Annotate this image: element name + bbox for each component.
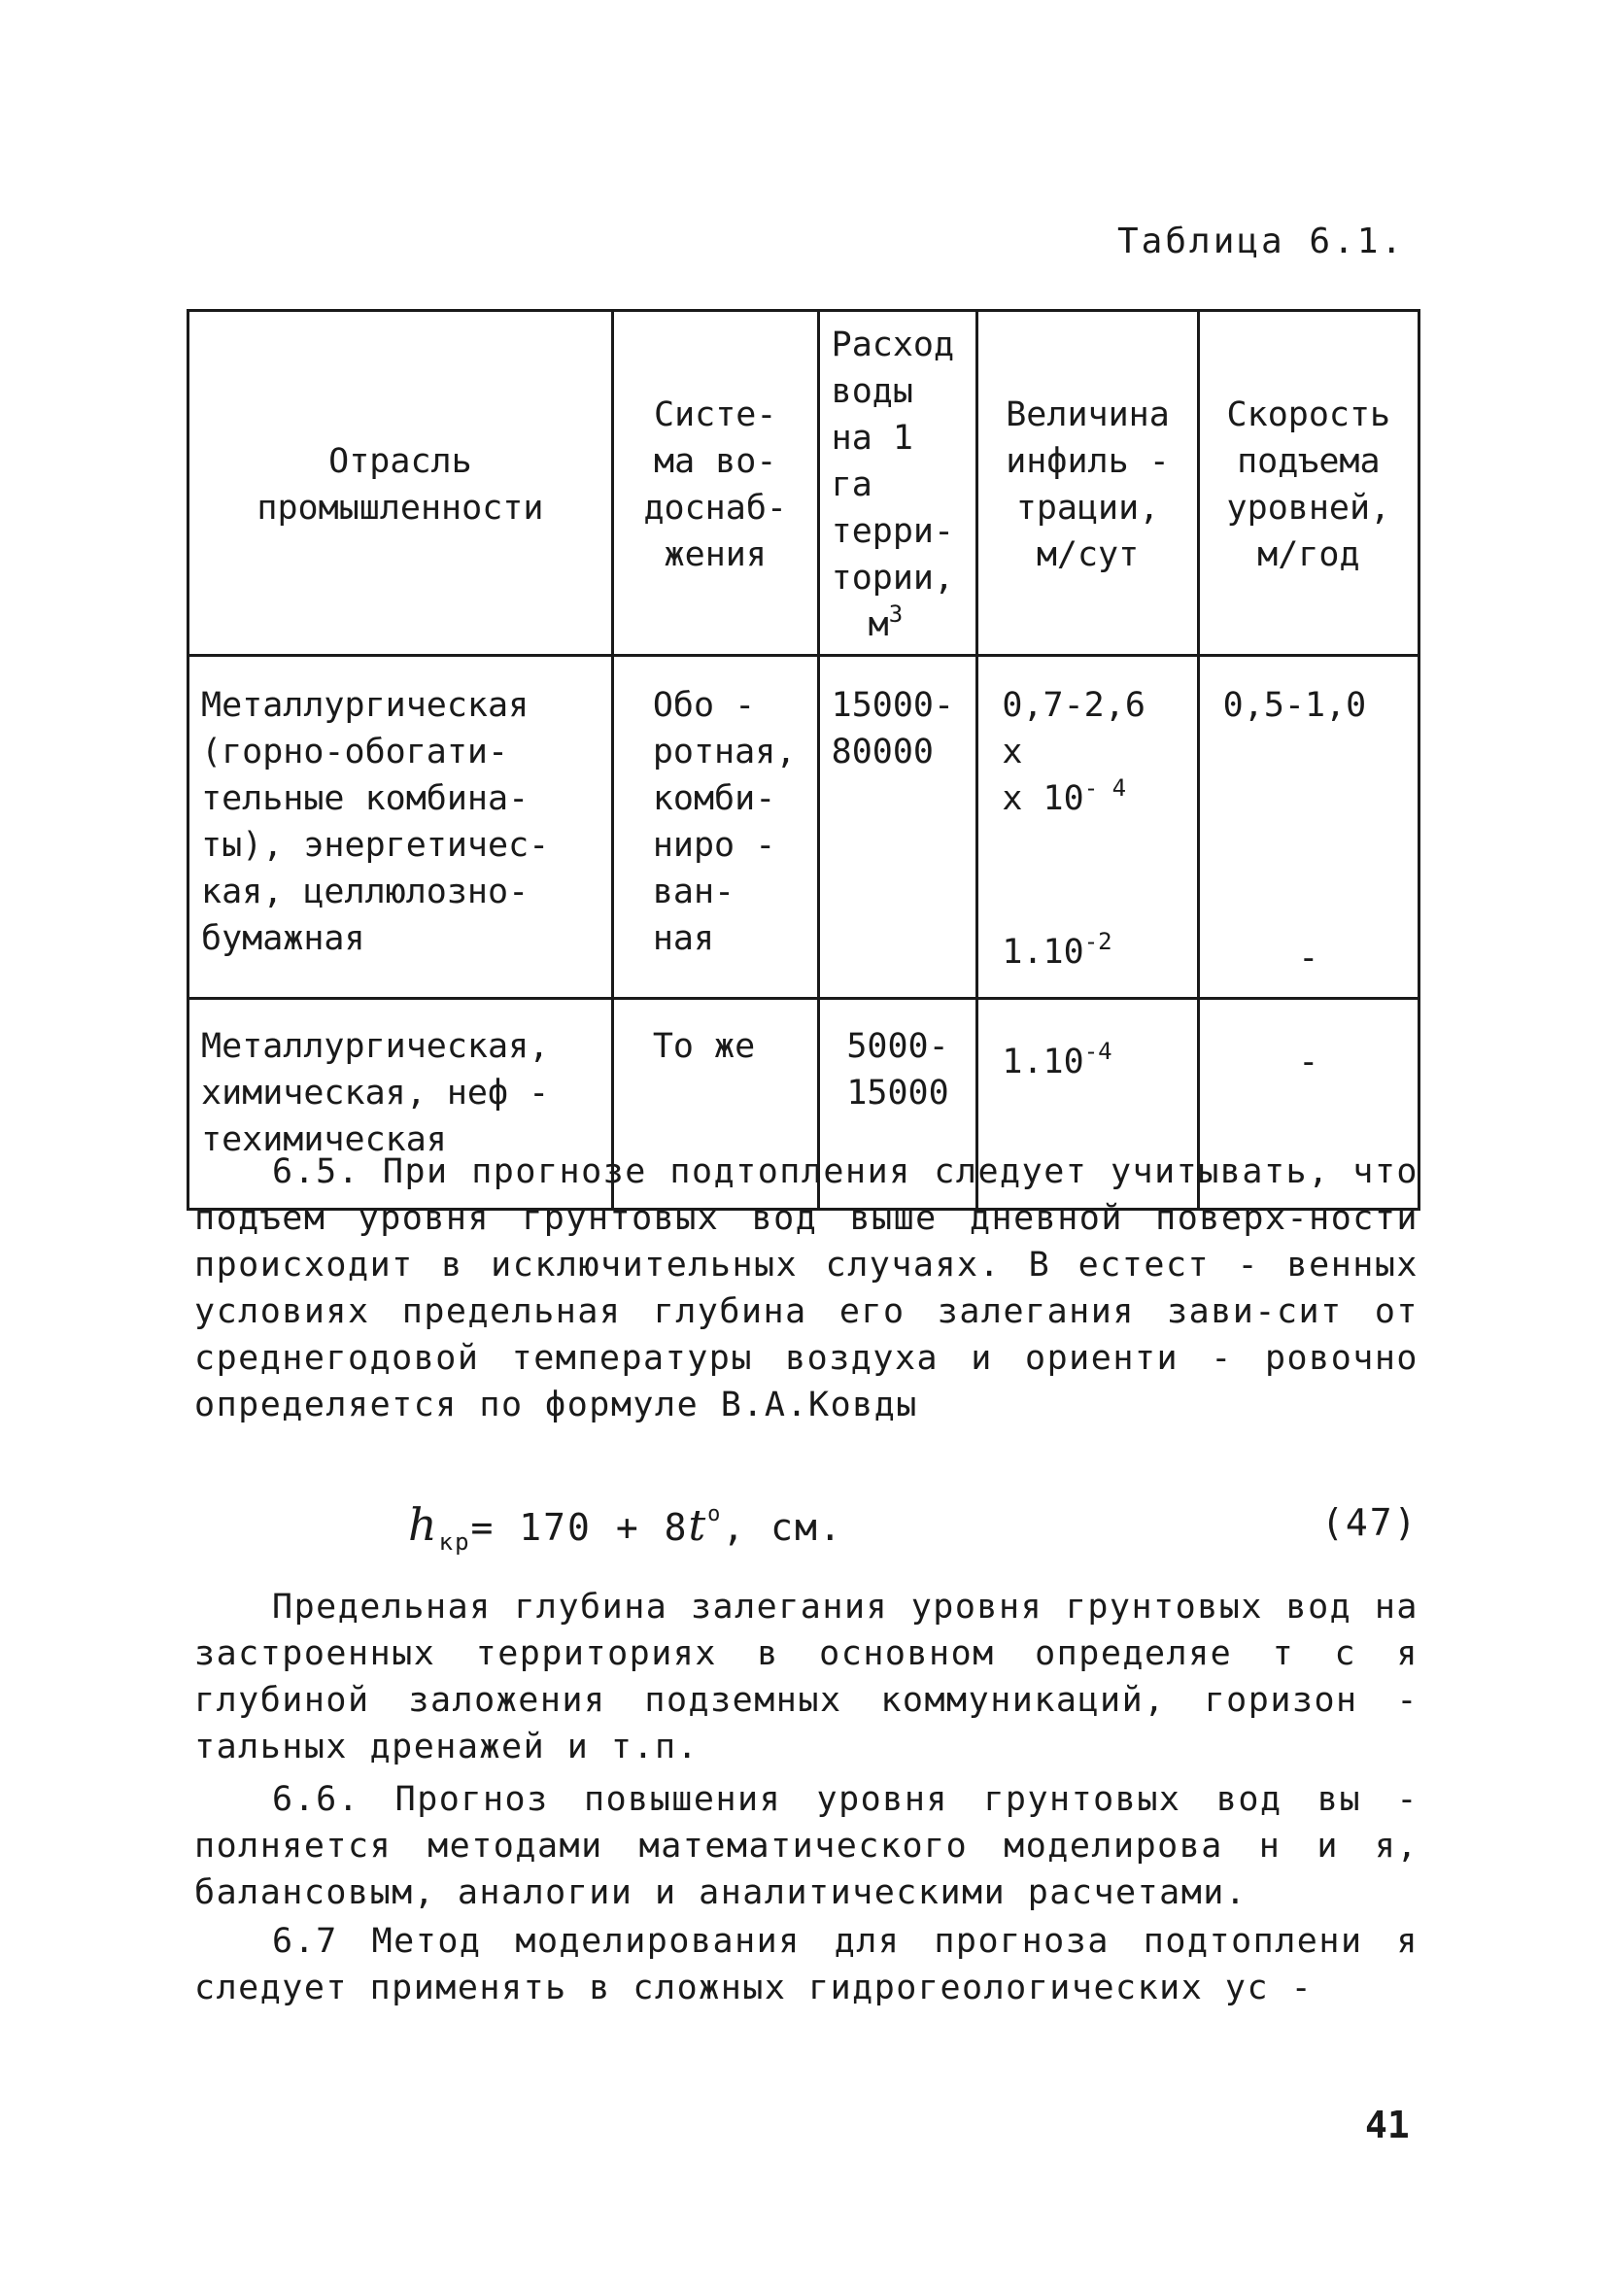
infiltration-alt: $1.10^{-2}$ xyxy=(1002,928,1112,972)
paragraph-6-5: 6.5. При прогнозе подтопления следует учитывать, что подъем уровня грунтовых вод выше дневной поверх-ности происходит в исключительных случаях. В естест - венных условиях предельная глубина его залегания зави-сит от среднегодовой температуры воздуха и ориенти - ровочно определяется по формуле В.А.Ковды xyxy=(194,1152,1419,1424)
cell-infiltration xyxy=(977,656,1198,999)
cell-industry: Металлургическая, химическая, неф - техимическая xyxy=(188,999,613,1210)
equation-number: (47) xyxy=(1321,1501,1419,1544)
paragraph-6-6: 6.6. Прогноз повышения уровня грунтовых вод вы - полняется методами математического моделирова н и я, балансовым, аналогии и аналитическими расчетами. xyxy=(194,1780,1419,1912)
page-number: 41 xyxy=(1365,2104,1410,2146)
header-water-system: Систе- ма во- доснаб- жения xyxy=(612,311,818,656)
cell-water-flow: 15000- 80000 xyxy=(818,656,977,999)
paragraph-6-7: 6.7 Метод моделирования для прогноза подтоплени я следует применять в сложных гидрогеологических ус - xyxy=(194,1922,1419,2007)
header-industry: Отрасль промышленности xyxy=(188,311,613,656)
formula-kovda: $h_{кр}= 170 + 8t^o$, см. xyxy=(408,1498,843,1556)
infiltration-range: 0,7-2,6 х х $10^{- 4}$ xyxy=(1002,686,1145,818)
header-water-flow: Расход воды на 1 га терри- тории, $м^3$ xyxy=(818,311,977,656)
cell-water-system: То же xyxy=(612,999,818,1210)
table-header-row xyxy=(188,311,1419,656)
header-unit-exponent: 3 xyxy=(888,600,904,628)
cell-infiltration: $1.10^{-4}$ xyxy=(977,999,1198,1210)
header-infiltration: Величина инфиль - трации, м/сут xyxy=(977,311,1198,656)
header-rise-speed: Скорость подъема уровней, м/год xyxy=(1198,311,1419,656)
rise-speed-value: 0,5-1,0 xyxy=(1222,686,1367,725)
cell-rise-speed xyxy=(1198,656,1419,999)
header-unit: м xyxy=(868,605,889,644)
cell-water-flow: 5000- 15000 xyxy=(818,999,977,1210)
paragraph-limit-depth: Предельная глубина залегания уровня грунтовых вод на застроенных территориях в основном определяе т с я глубиной заложения подземных коммуникаций, горизон - тальных дренажей и т.п. xyxy=(194,1588,1419,1766)
rise-speed-alt: - xyxy=(1298,939,1319,977)
data-table xyxy=(187,309,1420,1211)
cell-water-system: Обо - ротная, комби- ниро - ван- ная xyxy=(612,656,818,999)
cell-rise-speed: - xyxy=(1198,999,1419,1210)
cell-industry: Металлургическая (горно-обогати- тельные комбина- ты), энергетичес- кая, целлюлозно- бумажная xyxy=(188,656,613,999)
table-caption: Таблица 6.1. xyxy=(1117,222,1406,261)
table-row xyxy=(188,656,1419,999)
